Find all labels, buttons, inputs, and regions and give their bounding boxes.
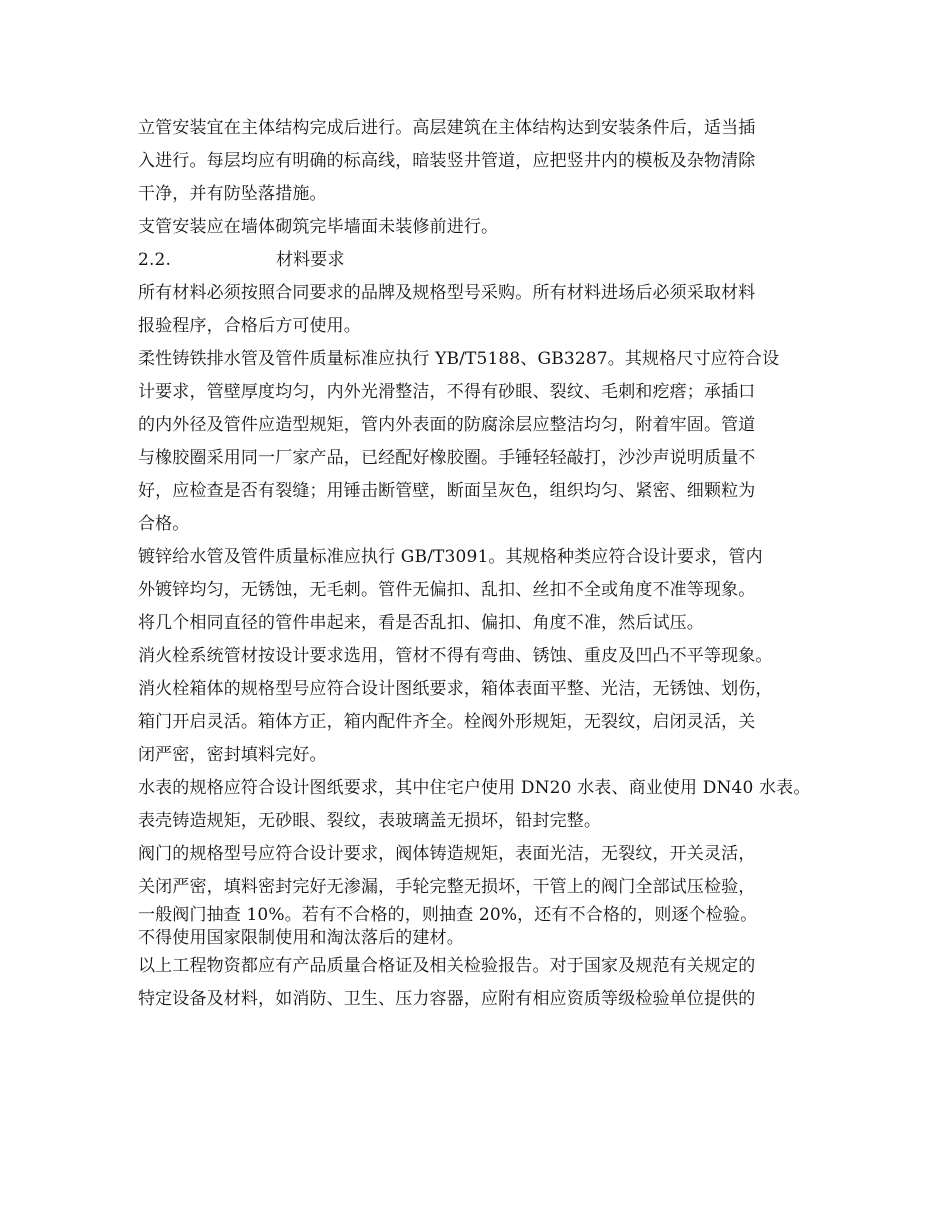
paragraph-line: 水表的规格应符合设计图纸要求，其中住宅户使用 DN20 水表、商业使用 DN40 水表。 xyxy=(138,778,811,798)
section-heading-number: 2.2. xyxy=(138,250,172,270)
paragraph-line: 关闭严密，填料密封完好无渗漏，手轮完整无损坏，干管上的阀门全部试压检验， xyxy=(138,877,756,897)
paragraph-line: 干净，并有防坠落措施。 xyxy=(138,184,327,204)
paragraph-line: 消火栓系统管材按设计要求选用，管材不得有弯曲、锈蚀、重皮及凹凸不平等现象。 xyxy=(138,646,773,666)
paragraph-line: 柔性铸铁排水管及管件质量标准应执行 YB/T5188、GB3287。其规格尺寸应符合设 xyxy=(138,349,780,369)
paragraph-line: 箱门开启灵活。箱体方正，箱内配件齐全。栓阀外形规矩，无裂纹，启闭灵活，关 xyxy=(138,712,756,732)
paragraph-line: 所有材料必须按照合同要求的品牌及规格型号采购。所有材料进场后必须采取材料 xyxy=(138,283,756,303)
paragraph-line: 好，应检查是否有裂缝；用锤击断管壁，断面呈灰色，组织均匀、紧密、细颗粒为 xyxy=(138,481,756,501)
paragraph-line: 入进行。每层均应有明确的标高线，暗装竖井管道，应把竖井内的模板及杂物清除 xyxy=(138,151,756,171)
paragraph-line: 的内外径及管件应造型规矩，管内外表面的防腐涂层应整洁均匀，附着牢固。管道 xyxy=(138,415,756,435)
paragraph-line: 外镀锌均匀，无锈蚀，无毛刺。管件无偏扣、乱扣、丝扣不全或角度不准等现象。 xyxy=(138,580,756,600)
paragraph-line: 报验程序，合格后方可使用。 xyxy=(138,316,361,336)
paragraph-line: 计要求，管壁厚度均匀，内外光滑整洁，不得有砂眼、裂纹、毛刺和疙瘩；承插口 xyxy=(138,382,756,402)
paragraph-line: 与橡胶圈采用同一厂家产品，已经配好橡胶圈。手锤轻轻敲打，沙沙声说明质量不 xyxy=(138,448,756,468)
paragraph-line: 闭严密，密封填料完好。 xyxy=(138,745,327,765)
paragraph-line: 表壳铸造规矩，无砂眼、裂纹，表玻璃盖无损坏，铅封完整。 xyxy=(138,811,602,831)
paragraph-line: 镀锌给水管及管件质量标准应执行 GB/T3091。其规格种类应符合设计要求，管内 xyxy=(138,547,763,567)
paragraph-line: 以上工程物资都应有产品质量合格证及相关检验报告。对于国家及规范有关规定的 xyxy=(138,956,756,976)
paragraph-line: 立管安装宜在主体结构完成后进行。高层建筑在主体结构达到安装条件后，适当插 xyxy=(138,118,756,138)
paragraph-line: 特定设备及材料，如消防、卫生、压力容器，应附有相应资质等级检验单位提供的 xyxy=(138,989,756,1009)
paragraph-line: 消火栓箱体的规格型号应符合设计图纸要求，箱体表面平整、光洁，无锈蚀、划伤， xyxy=(138,679,773,699)
paragraph-line: 不得使用国家限制使用和淘汰落后的建材。 xyxy=(138,928,464,948)
section-heading xyxy=(138,244,818,277)
paragraph-line: 合格。 xyxy=(138,514,190,534)
paragraph-line: 阀门的规格型号应符合设计要求，阀体铸造规矩，表面光洁，无裂纹，开关灵活， xyxy=(138,844,756,864)
section-heading-title: 材料要求 xyxy=(276,250,345,270)
paragraph-line: 将几个相同直径的管件串起来，看是否乱扣、偏扣、角度不准，然后试压。 xyxy=(138,613,704,633)
body-text xyxy=(138,112,818,1016)
paragraph-line: 支管安装应在墙体砌筑完毕墙面未装修前进行。 xyxy=(138,217,499,237)
paragraph-line: 一般阀门抽查 10%。若有不合格的，则抽查 20%，还有不合格的，则逐个检验。 xyxy=(138,905,758,925)
